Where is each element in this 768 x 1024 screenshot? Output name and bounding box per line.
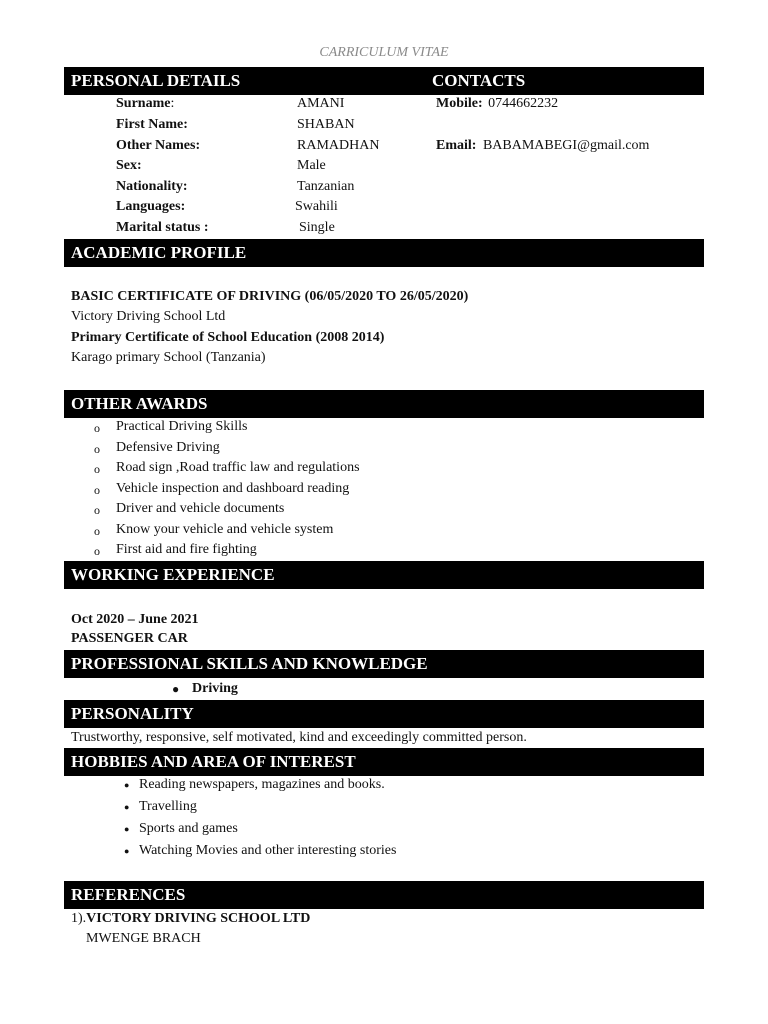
email-label: Email: xyxy=(436,138,477,153)
skill-item: Driving xyxy=(192,681,238,696)
professional-skills-heading: PROFESSIONAL SKILLS AND KNOWLEDGE xyxy=(71,654,428,673)
award-item: Driver and vehicle documents xyxy=(116,501,285,516)
other-names-value: RAMADHAN xyxy=(297,138,380,153)
marital-status-label: Marital status : xyxy=(116,220,209,235)
hobby-item: Watching Movies and other interesting stories xyxy=(139,843,397,858)
working-experience-heading: WORKING EXPERIENCE xyxy=(71,565,275,584)
list-bullet: o xyxy=(94,544,100,558)
sex-value: Male xyxy=(297,158,326,173)
nationality-value: Tanzanian xyxy=(297,179,355,194)
other-awards-heading: OTHER AWARDS xyxy=(71,394,208,413)
award-item: First aid and fire fighting xyxy=(116,542,257,557)
working-experience-header xyxy=(64,561,704,589)
academic-institution-2: Karago primary School (Tanzania) xyxy=(71,350,266,365)
award-item: Vehicle inspection and dashboard reading xyxy=(116,481,350,496)
award-item: Road sign ,Road traffic law and regulations xyxy=(116,460,360,475)
award-item: Know your vehicle and vehicle system xyxy=(116,522,334,537)
list-bullet: o xyxy=(94,442,100,456)
other-awards-header xyxy=(64,390,704,418)
reference-number: 1). xyxy=(71,911,87,926)
bullet-icon: ● xyxy=(124,846,130,856)
award-item: Defensive Driving xyxy=(116,440,220,455)
academic-qualification-1: BASIC CERTIFICATE OF DRIVING (06/05/2020 TO 26/05/2020) xyxy=(71,289,469,304)
hobby-item: Reading newspapers, magazines and books. xyxy=(139,777,385,792)
personality-header xyxy=(64,700,704,728)
bullet-icon: ● xyxy=(124,780,130,790)
academic-profile-heading: ACADEMIC PROFILE xyxy=(71,243,247,262)
award-item: Practical Driving Skills xyxy=(116,419,248,434)
mobile-label: Mobile: xyxy=(436,96,483,111)
mobile-row xyxy=(436,95,558,113)
reference-name: VICTORY DRIVING SCHOOL LTD xyxy=(86,911,311,926)
document-title: CARRICULUM VITAE xyxy=(319,45,449,60)
hobby-item: Sports and games xyxy=(139,821,238,836)
nationality-label: Nationality: xyxy=(116,179,188,194)
sex-label: Sex: xyxy=(116,158,142,173)
list-bullet: o xyxy=(94,462,100,476)
list-bullet: o xyxy=(94,524,100,538)
personal-details-heading: PERSONAL DETAILS xyxy=(71,71,241,90)
hobby-item: Travelling xyxy=(139,799,197,814)
first-name-value: SHABAN xyxy=(297,117,355,132)
languages-label: Languages: xyxy=(116,199,186,214)
mobile-value: 0744662232 xyxy=(488,96,559,111)
languages-value: Swahili xyxy=(295,199,338,214)
personality-text: Trustworthy, responsive, self motivated, kind and exceedingly committed person. xyxy=(71,730,527,745)
experience-period: Oct 2020 – June 2021 xyxy=(71,612,199,627)
personal-row xyxy=(116,95,174,113)
marital-status-value: Single xyxy=(299,220,335,235)
bullet-icon: ● xyxy=(124,824,130,834)
hobbies-heading: HOBBIES AND AREA OF INTEREST xyxy=(71,752,356,771)
references-header xyxy=(64,881,704,909)
first-name-label: First Name: xyxy=(116,117,188,132)
professional-skills-header xyxy=(64,650,704,678)
email-value: BABAMABEGI@gmail.com xyxy=(482,138,650,153)
bullet-icon: ● xyxy=(124,802,130,812)
list-bullet: o xyxy=(94,421,100,435)
other-names-label: Other Names: xyxy=(116,138,201,153)
bullet-icon: ● xyxy=(172,682,180,696)
personality-heading: PERSONALITY xyxy=(71,704,194,723)
list-bullet: o xyxy=(94,503,100,517)
surname-separator: : xyxy=(170,96,175,111)
academic-qualification-2: Primary Certificate of School Education (2008 2014) xyxy=(71,330,385,345)
academic-profile-header xyxy=(64,239,704,267)
personal-details-header xyxy=(64,67,704,95)
list-bullet: o xyxy=(94,483,100,497)
academic-institution-1: Victory Driving School Ltd xyxy=(71,309,226,324)
hobbies-header xyxy=(64,748,704,776)
reference-detail: MWENGE BRACH xyxy=(86,931,201,946)
reference-entry xyxy=(71,910,310,928)
references-heading: REFERENCES xyxy=(71,885,186,904)
email-row xyxy=(436,137,649,155)
contacts-heading: CONTACTS xyxy=(432,71,526,90)
surname-label: Surname xyxy=(116,96,171,111)
surname-value: AMANI xyxy=(297,96,345,111)
experience-role: PASSENGER CAR xyxy=(71,631,188,646)
